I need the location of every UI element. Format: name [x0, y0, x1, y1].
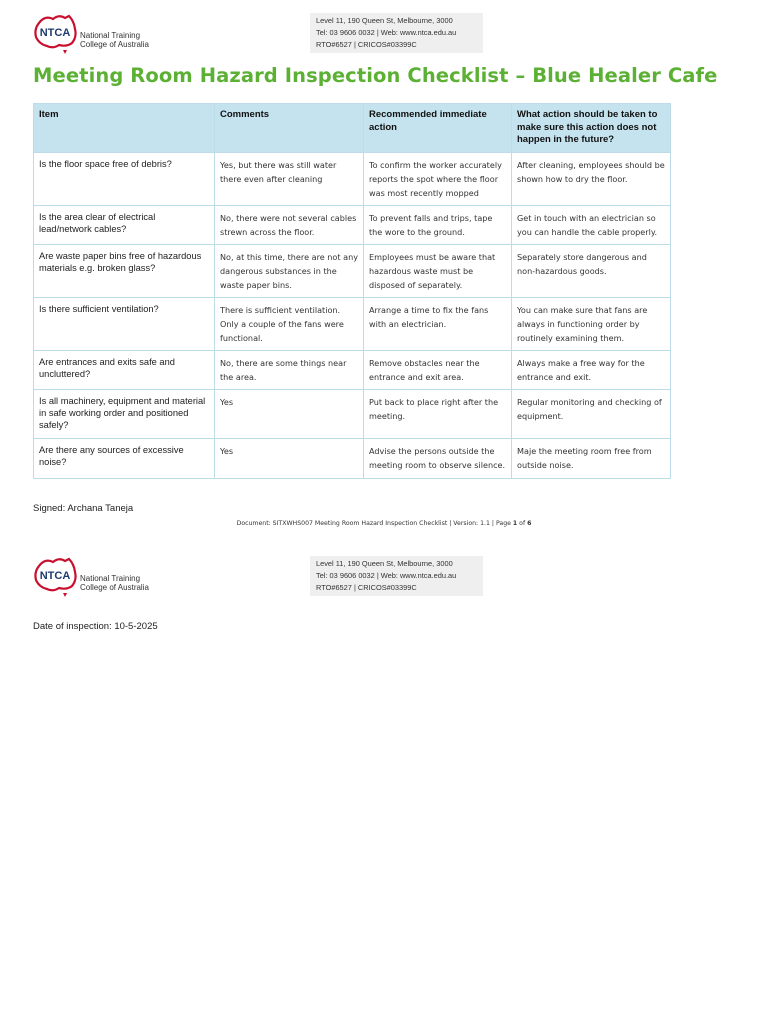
college-name-line1: National Training [80, 574, 141, 583]
table-row [34, 351, 671, 390]
ntca-logo [33, 556, 158, 602]
item-cell: Are waste paper bins free of hazardous materials e.g. broken glass? [34, 245, 215, 298]
comments-cell: Yes [215, 439, 364, 479]
comments-cell: No, at this time, there are not any dangerous substances in the waste paper bins. [215, 245, 364, 298]
hazard-checklist-table [33, 103, 671, 479]
immediate-action-cell: Put back to place right after the meeting. [364, 390, 512, 439]
column-header-immediate-action: Recommended immediate action [364, 104, 512, 153]
contact-line: Tel: 03 9606 0032 | Web: www.ntca.edu.au [316, 28, 457, 37]
page-total: 6 [527, 520, 532, 527]
college-name-line2: College of Australia [80, 40, 149, 49]
item-cell: Are entrances and exits safe and uncluttered? [34, 351, 215, 390]
immediate-action-cell: Remove obstacles near the entrance and exit area. [364, 351, 512, 390]
table-row [34, 153, 671, 206]
address-box [310, 556, 483, 596]
immediate-action-cell: To confirm the worker accurately reports the spot where the floor was most recently mopped [364, 153, 512, 206]
column-header-comments: Comments [215, 104, 364, 153]
future-action-cell: Get in touch with an electrician so you can handle the cable properly. [512, 206, 671, 245]
signature-line: Signed: Archana Taneja [33, 503, 134, 514]
page-title: Meeting Room Hazard Inspection Checklist – Blue Healer Cafe [33, 64, 718, 87]
future-action-cell: Regular monitoring and checking of equipment. [512, 390, 671, 439]
document-footer [0, 520, 768, 527]
item-cell: Are there any sources of excessive noise? [34, 439, 215, 479]
item-cell: Is the floor space free of debris? [34, 153, 215, 206]
page-header [33, 556, 673, 606]
registration-line: RTO#6527 | CRICOS#03399C [316, 583, 417, 592]
australia-map-icon [33, 13, 81, 59]
page-number: 1 [512, 520, 518, 527]
table-row [34, 206, 671, 245]
table-row [34, 298, 671, 351]
address-line: Level 11, 190 Queen St, Melbourne, 3000 [316, 16, 453, 25]
ntca-logo [33, 13, 158, 59]
college-name-line1: National Training [80, 31, 141, 40]
table-row [34, 390, 671, 439]
svg-text:NTCA: NTCA [39, 27, 71, 39]
table-header-row [34, 104, 671, 153]
comments-cell: Yes [215, 390, 364, 439]
future-action-cell: Always make a free way for the entrance and exit. [512, 351, 671, 390]
table-row [34, 439, 671, 479]
address-line: Level 11, 190 Queen St, Melbourne, 3000 [316, 559, 453, 568]
comments-cell: Yes, but there was still water there even after cleaning [215, 153, 364, 206]
registration-line: RTO#6527 | CRICOS#03399C [316, 40, 417, 49]
australia-map-icon [33, 556, 81, 602]
item-cell: Is there sufficient ventilation? [34, 298, 215, 351]
future-action-cell: Separately store dangerous and non-hazardous goods. [512, 245, 671, 298]
column-header-future-action: What action should be taken to make sure this action does not happen in the future? [512, 104, 671, 153]
page-header [33, 13, 673, 63]
immediate-action-cell: Arrange a time to fix the fans with an electrician. [364, 298, 512, 351]
table-row [34, 245, 671, 298]
future-action-cell: After cleaning, employees should be shown how to dry the floor. [512, 153, 671, 206]
svg-text:NTCA: NTCA [39, 570, 71, 582]
future-action-cell: Maje the meeting room free from outside noise. [512, 439, 671, 479]
college-name-line2: College of Australia [80, 583, 149, 592]
footer-text: Document: SITXWHS007 Meeting Room Hazard Inspection Checklist | Version: 1.1 | Page [236, 520, 513, 527]
comments-cell: No, there were not several cables strewn across the floor. [215, 206, 364, 245]
comments-cell: There is sufficient ventilation. Only a couple of the fans were functional. [215, 298, 364, 351]
immediate-action-cell: To prevent falls and trips, tape the wore to the ground. [364, 206, 512, 245]
immediate-action-cell: Advise the persons outside the meeting room to observe silence. [364, 439, 512, 479]
comments-cell: No, there are some things near the area. [215, 351, 364, 390]
footer-of: of [517, 520, 528, 527]
item-cell: Is the area clear of electrical lead/network cables? [34, 206, 215, 245]
future-action-cell: You can make sure that fans are always in functioning order by routinely examining them. [512, 298, 671, 351]
contact-line: Tel: 03 9606 0032 | Web: www.ntca.edu.au [316, 571, 457, 580]
address-box [310, 13, 483, 53]
inspection-date: Date of inspection: 10-5-2025 [33, 621, 158, 632]
immediate-action-cell: Employees must be aware that hazardous waste must be disposed of separately. [364, 245, 512, 298]
column-header-item: Item [34, 104, 215, 153]
item-cell: Is all machinery, equipment and material in safe working order and positioned safely? [34, 390, 215, 439]
